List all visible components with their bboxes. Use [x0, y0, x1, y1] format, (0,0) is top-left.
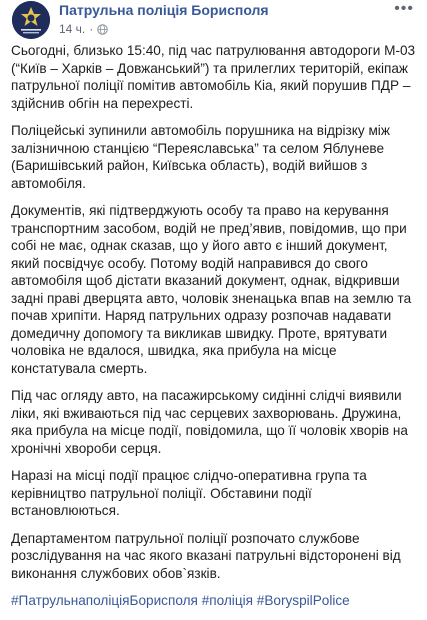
post-paragraph: Поліцейські зупинили автомобіль порушника на відрізку між залізничною станцією “Переяславська” та селом Яблуневе (Баришівський район, Київська область), водій вийшов з автомобіля.	[11, 123, 390, 191]
post-paragraph: Під час огляду авто, на пасажирському сидінні слідчі виявили ліки, які вживаються під час серцевих захворювань. Дружина, яка прибула на місце події, повідомила, що її чоловік хворів на хронічні хвороби серця.	[11, 388, 408, 456]
post-paragraph: Документів, які підтверджують особу та право на керування транспортним засобом, водій не пред’явив, повідомив, що при собі не має, однак сказав, що у його авто є інший документ, який посвідчує особу. Потому водій направився до свого автомобіля щоб дістати вказаний документ, однак, відкривши задні праві дверцята авто, чоловік зненацька впав на землю та почав хрипіти. Наряд патрульних одразу розпочав надавати домедичну допомогу та викликав швидку. Проте, врятувати чоловіка не вдалося, швидка, яка прибула на місце констатувала смерть.	[11, 203, 412, 376]
hashtag-link[interactable]: #ПатрульнаполіціяБорисполя	[11, 593, 198, 608]
hashtag-link[interactable]: #BoryspilPolice	[256, 593, 350, 608]
post-paragraph: Департаментом патрульної поліції розпочато службове розслідування на час якого вказані патрульні відсторонені від виконання службових обов`язків.	[11, 530, 401, 581]
post-meta	[59, 22, 108, 36]
post-header	[11, 0, 416, 40]
meta-separator: ·	[89, 22, 94, 36]
police-badge-icon	[12, 1, 50, 39]
post-timestamp[interactable]: 14 ч.	[59, 22, 86, 36]
post-paragraph: Сьогодні, близько 15:40, під час патрулювання автодороги М-03 (“Київ – Харків – Довжанський”) та прилеглих територій, екіпаж патрульної поліції помітив автомобіль Кіа, який порушив ПДР – здійснив обгін на перехресті.	[11, 43, 416, 111]
page-avatar[interactable]	[12, 1, 50, 39]
post-paragraph: Наразі на місці події працює слідчо-оперативна група та керівництво патрульної поліції. Обставини події встановлюються.	[11, 468, 367, 518]
hashtag-link[interactable]: #поліція	[201, 593, 253, 608]
page-name-link[interactable]: Патрульна поліція Борисполя	[59, 2, 269, 18]
globe-icon[interactable]	[97, 24, 108, 35]
post-body	[11, 42, 416, 620]
more-options-icon[interactable]: •••	[394, 0, 414, 17]
hashtag-line	[11, 592, 416, 610]
